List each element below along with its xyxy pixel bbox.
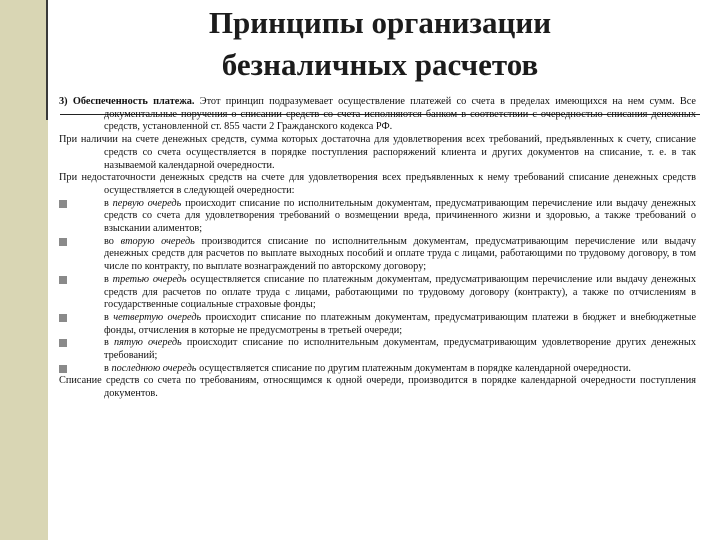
priority-item-2: во вторую очередь производится списание по исполнительным документам, предусматривающим перечисление или выдачу денежных средств для расчетов по выплате выходных пособий и оплате труда с лицами, работающими по трудовому договору, в том числе по контракту, по выплате вознаграждений по авторскому договору; xyxy=(59,236,696,274)
priority-label: последнюю очередь xyxy=(111,362,197,374)
square-bullet-icon xyxy=(59,200,67,208)
square-bullet-icon xyxy=(59,238,67,246)
priority-item-4: в четвертую очередь происходит списание по платежным документам, предусматривающим платежи в бюджет и внебюджетные фонды, отчисления в которые не предусмотрены в третьей очереди; xyxy=(59,312,696,337)
slide-title xyxy=(130,2,630,86)
sufficient-funds-paragraph: При наличии на счете денежных средств, сумма которых достаточна для удовлетворения всех требований, предъявленных к счету, списание средств со счета осуществляется в порядке поступления распоряжений клиента и других документов на списание, т. е. в так называемой календарной очередности. xyxy=(59,134,696,171)
slide-body xyxy=(59,96,696,401)
square-bullet-icon xyxy=(59,276,67,284)
priority-label: третью очередь xyxy=(112,273,187,285)
sidebar-divider xyxy=(46,0,48,120)
intro-paragraph xyxy=(59,96,696,134)
square-bullet-icon xyxy=(59,314,67,322)
title-line-1: Принципы организации xyxy=(208,5,552,40)
closing-paragraph: Списание средств со счета по требованиям, относящимся к одной очереди, производится в порядке календарной очередности поступления документов. xyxy=(59,375,696,400)
slide-sidebar xyxy=(0,0,48,540)
priority-label: вторую очередь xyxy=(120,235,195,247)
priority-label: пятую очередь xyxy=(113,337,182,349)
intro-text: Этот принцип подразумевает осуществление платежей со счета в пределах имеющихся на нем сумм. Все документальные поручения о списании средств со счета исполняются банком в соответствии с очередностью списания денежных средств, установленной ст. 855 части 2 Гражданского кодекса РФ. xyxy=(104,96,696,133)
insufficient-funds-paragraph: При недостаточности денежных средств на счете для удовлетворения всех предъявленных к нему требований списание денежных средств осуществляется в следующей очередности: xyxy=(59,172,696,196)
square-bullet-icon xyxy=(59,339,67,347)
priority-label: четвертую очередь xyxy=(113,311,202,323)
intro-label: 3) Обеспеченность платежа. xyxy=(59,96,195,107)
priority-item-1: в первую очередь происходит списание по исполнительным документам, предусматривающим перечисление или выдачу денежных средств со счета для удовлетворения требований о возмещении вреда, причиненного жизни и здоровью, а также требований о взыскании алиментов; xyxy=(59,198,696,236)
priority-label: первую очередь xyxy=(112,197,182,209)
priority-item-5: в пятую очередь происходит списание по исполнительным документам, предусматривающим удовлетворение других денежных требований; xyxy=(59,337,696,362)
title-line-2: безналичных расчетов xyxy=(221,47,539,82)
square-bullet-icon xyxy=(59,365,67,373)
priority-item-6: в последнюю очередь осуществляется списание по другим платежным документам в порядке календарной очередности. xyxy=(59,363,696,376)
priority-item-3: в третью очередь осуществляется списание по платежным документам, предусматривающим перечисление или выдачу денежных средств для расчетов по оплате труда с лицами, работающими по трудовому договору (контракту), а также по отчислениям в государственные социальные страховые фонды; xyxy=(59,274,696,312)
